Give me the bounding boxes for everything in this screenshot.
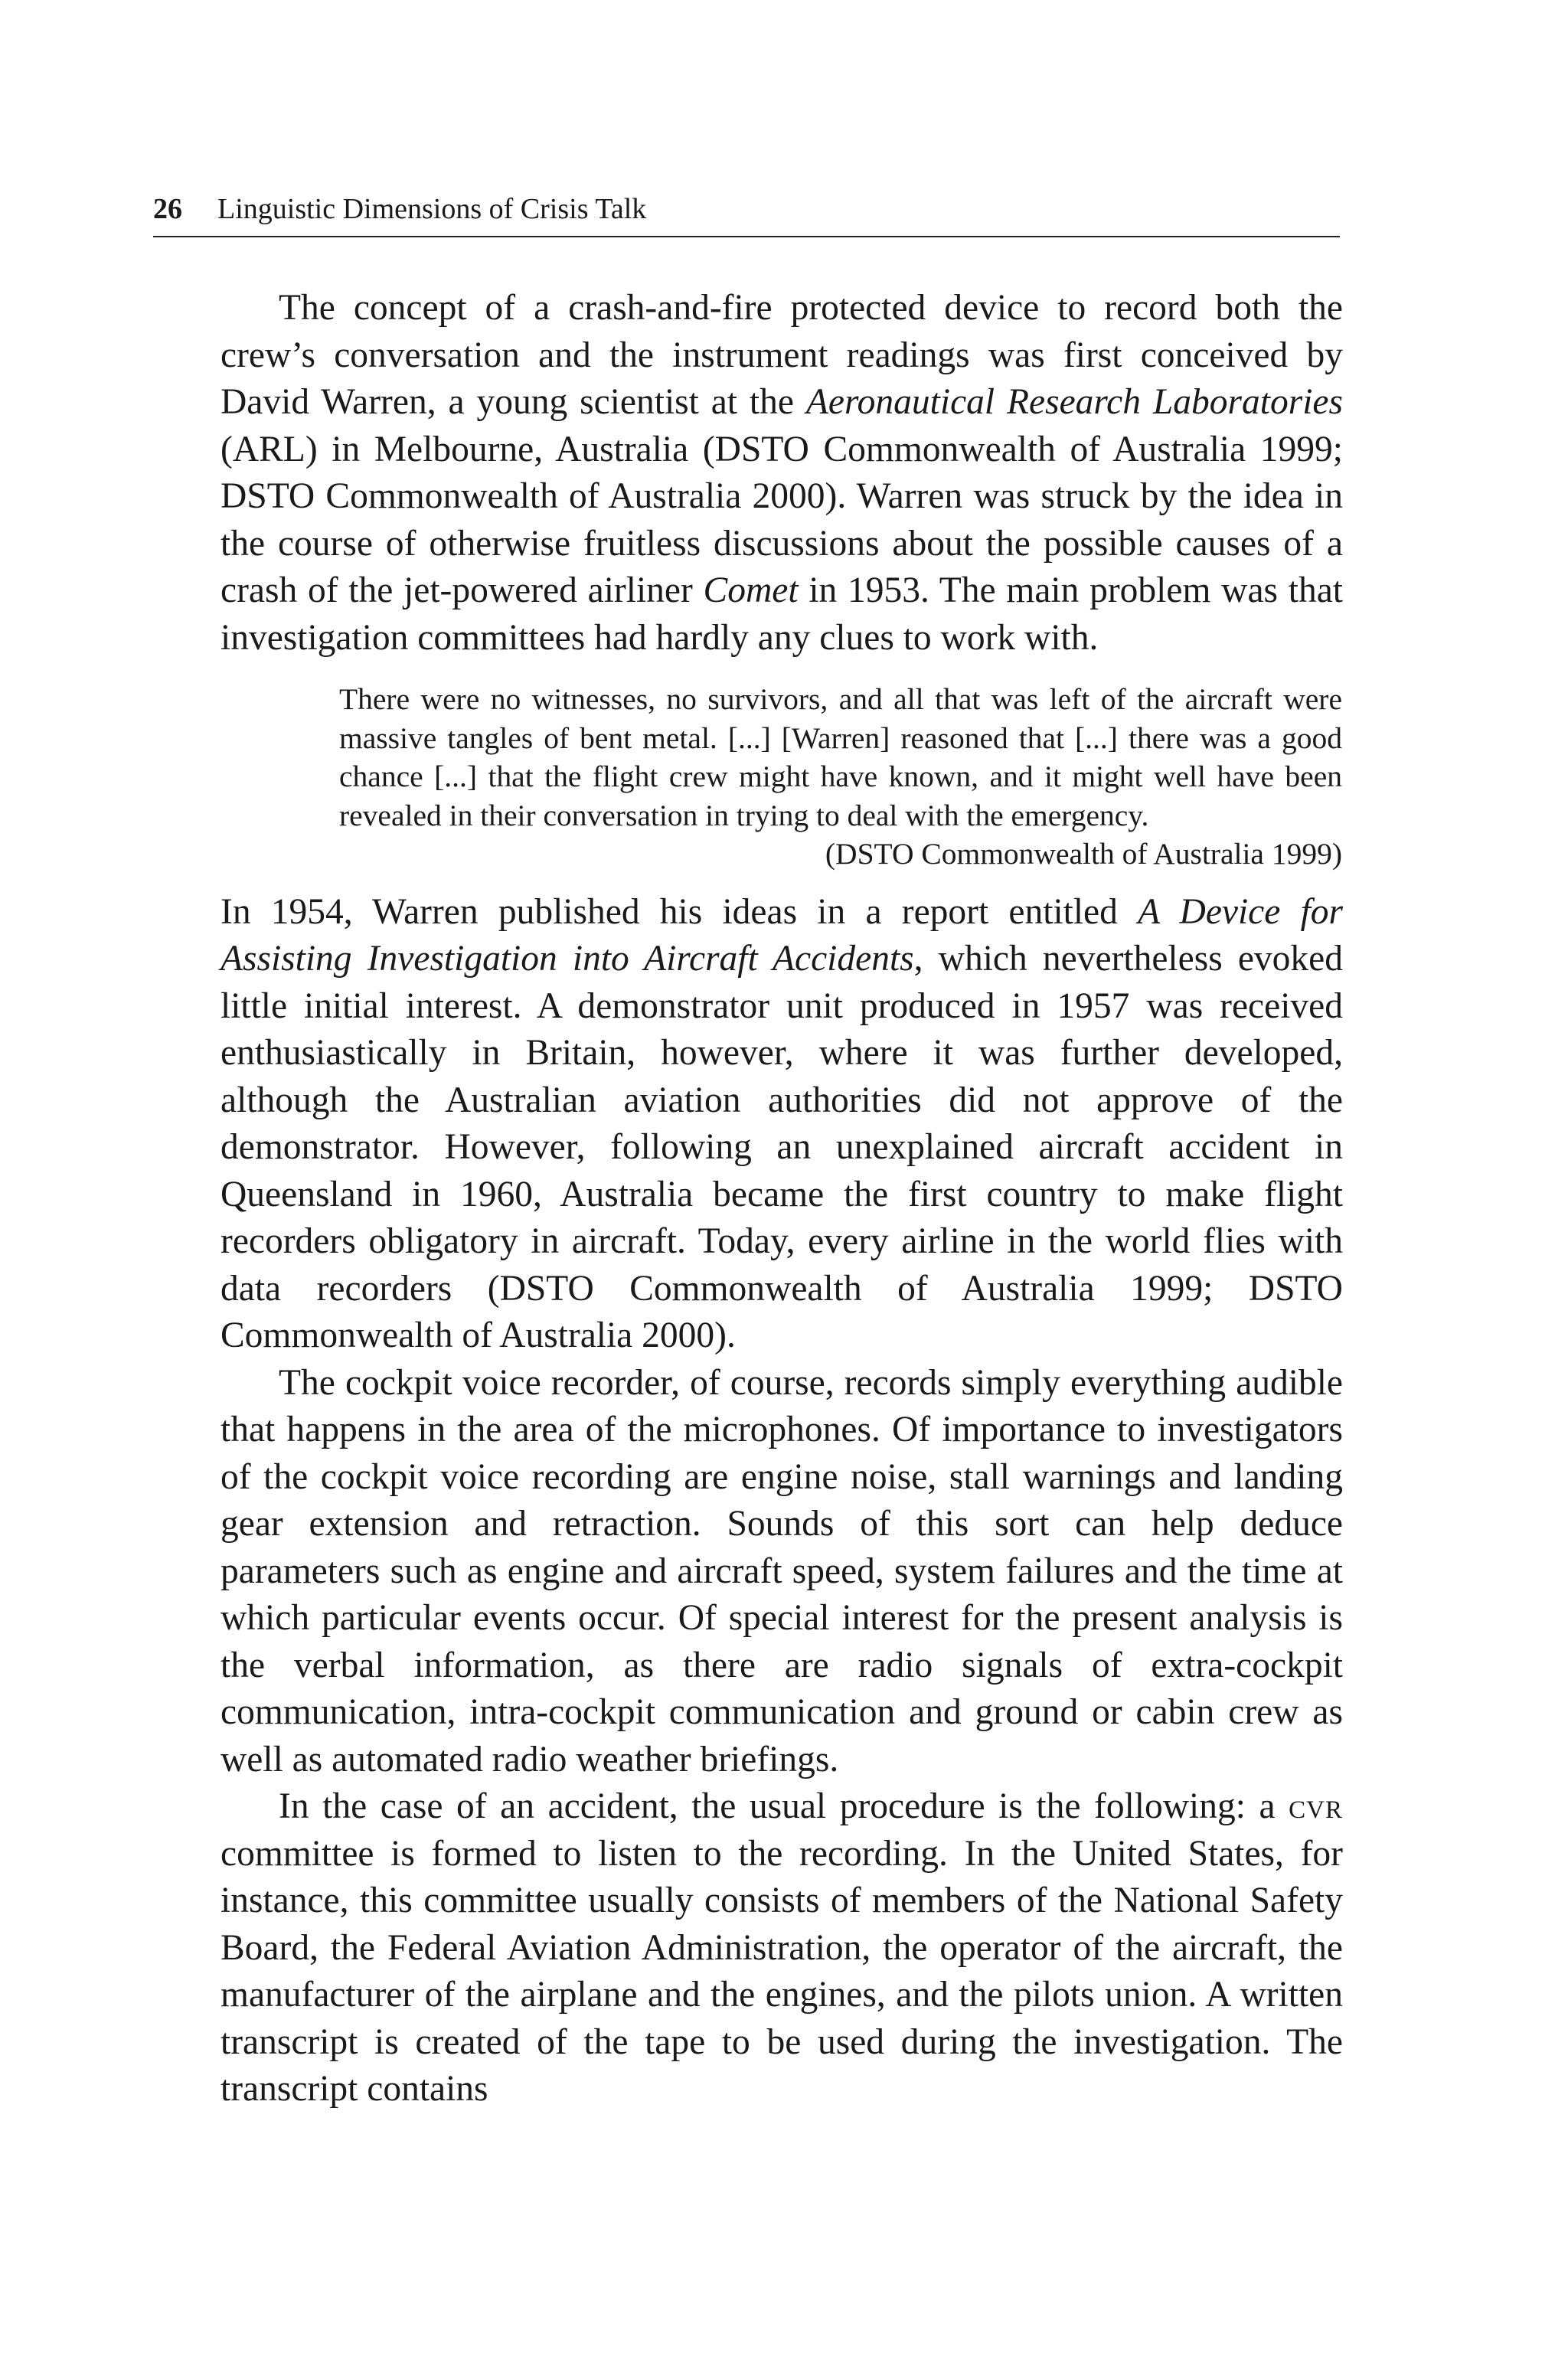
running-title: Linguistic Dimensions of Crisis Talk xyxy=(217,193,647,225)
paragraph-1-italic-arl: Aeronautical Research Laboratories xyxy=(805,382,1343,422)
paragraph-3: The cockpit voice recorder, of course, records simply everything audible that happens in the area of the microphones. Of importance to investigators of the cockpit voice recording are engine noise, stall warnings and landing gear extension and retraction. Sounds of this sort can help deduce parameters such as engine and aircraft speed, system failures and the time at which particular events occur. Of special interest for the present analysis is the verbal information, as there are radio signals of extra-cockpit communication, intra-cockpit communication and ground or cabin crew as well as automated radio weather briefings. xyxy=(220,1362,1343,1779)
paragraph-1 xyxy=(220,285,1343,662)
paragraph-2-italic-report-title: A Device for Assisting Investigation into Aircraft Accidents xyxy=(220,891,1344,979)
page-number: 26 xyxy=(153,193,182,225)
paragraph-4-cvr-abbrev: cvr xyxy=(1289,1786,1343,1826)
paragraph-1-text-b: (ARL) in Melbourne, Australia (DSTO Commonwealth of Australia 1999; DSTO Commonwealth of Australia 2000). Warren was struck by the idea in the course of otherwise fruitless discussions about the possible causes of a crash of the jet-powered airliner xyxy=(220,429,1343,610)
body-text xyxy=(220,285,1343,2113)
paragraph-4-text-b: committee is formed to listen to the recording. In the United States, for instance, this committee usually consists of members of the National Safety Board, the Federal Aviation Administration, the operator of the aircraft, the manufacturer of the airplane and the engines, and the pilots union. A written transcript is created of the tape to be used during the investigation. The transcript contains xyxy=(220,1833,1343,2109)
paragraph-2 xyxy=(220,889,1343,1360)
paragraph-4 xyxy=(220,1783,1343,2113)
running-head xyxy=(153,191,1340,237)
paragraph-1-text-c: in 1953. The main problem was that investigation committees had hardly any clues to work with. xyxy=(220,570,1343,658)
block-quote-text: There were no witnesses, no survivors, and all that was left of the aircraft were massive tangles of bent metal. [...] [Warren] reasoned that [...] there was a good chance [...] that the flight crew might have known, and it might well have been revealed in their conversation in trying to deal with the emergency. xyxy=(339,682,1342,832)
paragraph-2-text-b: , which nevertheless evoked little initial interest. A demonstrator unit produced in 1957 was received enthusiastically in Britain, however, where it was further developed, although the Australian aviation authorities did not approve of the demonstrator. However, following an unexplained aircraft accident in Queensland in 1960, Australia became the first country to make flight recorders obligatory in aircraft. Today, every airline in the world flies with data recorders (DSTO Commonwealth of Australia 1999; DSTO Commonwealth of Australia 2000). xyxy=(220,939,1343,1355)
paragraph-4-text-a: In the case of an accident, the usual procedure is the following: a xyxy=(279,1786,1289,1826)
paragraph-1-italic-comet: Comet xyxy=(703,570,799,610)
block-quote-source: (DSTO Commonwealth of Australia 1999) xyxy=(825,837,1342,871)
book-page xyxy=(153,191,1344,2113)
paragraph-2-text-a: In 1954, Warren published his ideas in a report entitled xyxy=(220,891,1138,932)
block-quote xyxy=(339,680,1342,874)
paragraph-1-text-a: The concept of a crash-and-fire protected device to record both the crew’s conversation and the instrument readings was first conceived by David Warren, a young scientist at the xyxy=(220,288,1343,422)
